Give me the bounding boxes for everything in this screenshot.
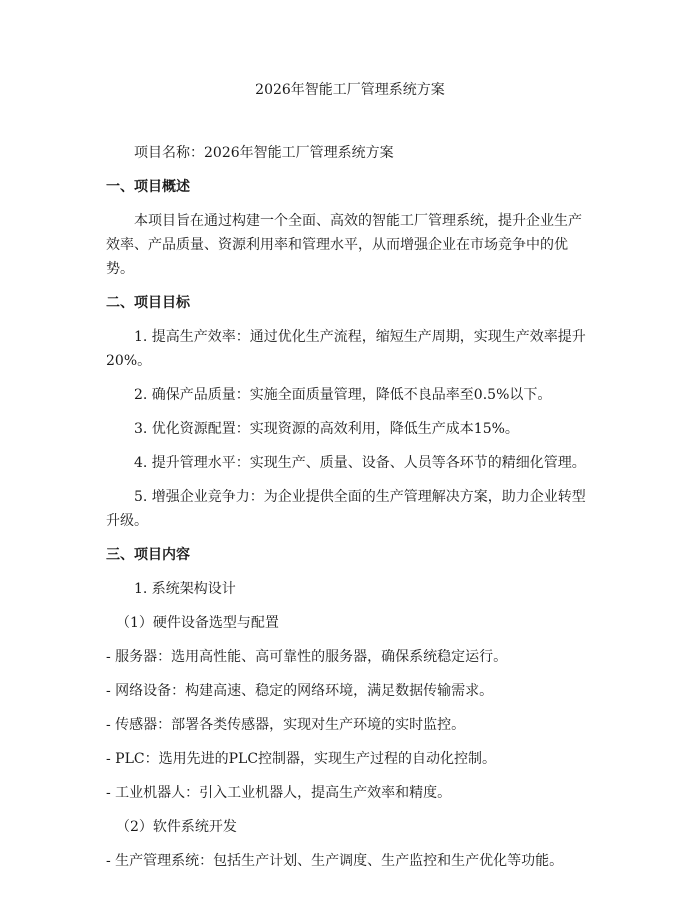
hardware-item: - PLC：选用先进的PLC控制器，实现生产过程的自动化控制。	[106, 751, 497, 767]
hardware-title: （1）硬件设备选型与配置	[116, 615, 279, 631]
hardware-item: - 网络设备：构建高速、稳定的网络环境，满足数据传输需求。	[106, 683, 494, 699]
goal-item: 3. 优化资源配置：实现资源的高效利用，降低生产成本15%。	[134, 421, 519, 437]
hardware-item: - 传感器：部署各类传感器，实现对生产环境的实时监控。	[106, 717, 466, 733]
document-body	[106, 141, 592, 873]
goal-item: 2. 确保产品质量：实施全面质量管理，降低不良品率至0.5%以下。	[134, 387, 552, 403]
hardware-item: - 服务器：选用高性能、高可靠性的服务器，确保系统稳定运行。	[106, 649, 508, 665]
goal-item: 1. 提高生产效率：通过优化生产流程，缩短生产周期，实现生产效率提升20%。	[106, 329, 586, 369]
section-heading-goals: 二、项目目标	[106, 295, 190, 311]
section-heading-overview: 一、项目概述	[106, 179, 190, 195]
software-item: - 生产管理系统：包括生产计划、生产调度、生产监控和生产优化等功能。	[106, 853, 564, 869]
overview-paragraph: 本项目旨在通过构建一个全面、高效的智能工厂管理系统，提升企业生产效率、产品质量、资源利用率和管理水平，从而增强企业在市场竞争中的优势。	[106, 213, 582, 277]
goal-item: 5. 增强企业竞争力：为企业提供全面的生产管理解决方案，助力企业转型升级。	[106, 489, 586, 529]
software-title: （2）软件系统开发	[116, 819, 237, 835]
hardware-item: - 工业机器人：引入工业机器人，提高生产效率和精度。	[106, 785, 452, 801]
section-heading-content: 三、项目内容	[106, 547, 190, 563]
document-title: 2026年智能工厂管理系统方案	[255, 82, 445, 98]
project-name: 项目名称：2026年智能工厂管理系统方案	[134, 145, 394, 161]
architecture-subheading: 1. 系统架构设计	[134, 581, 236, 597]
goal-item: 4. 提升管理水平：实现生产、质量、设备、人员等各环节的精细化管理。	[134, 455, 586, 471]
